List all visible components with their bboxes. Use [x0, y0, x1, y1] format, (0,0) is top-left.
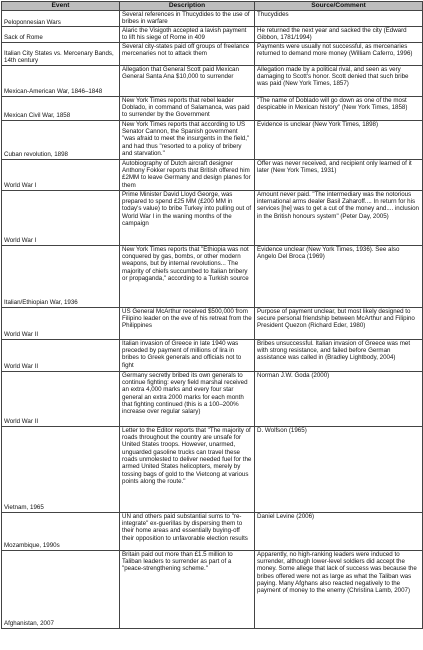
event-cell: World War I [2, 159, 120, 190]
description-cell: Alaric the Visigoth accepted a lavish payment to lift his siege of Rome in 409 [120, 27, 255, 43]
header-description: Description [120, 2, 255, 11]
event-cell: Mozambique, 1990s [2, 512, 120, 550]
event-cell: Sack of Rome [2, 27, 120, 43]
table-row [2, 120, 423, 159]
table-row [2, 245, 423, 307]
description-cell: Britain paid out more than £1.5 million to Taliban leaders to surrender as part of a "peace-strengthening scheme." [120, 550, 255, 628]
description-cell: Italian invasion of Greece in late 1940 was preceded by payment of millions of lira in bribes to Greek generals and officials not to fight [120, 339, 255, 371]
description-cell: Allegation that General Scott paid Mexican General Santa Ana $10,000 to surrender [120, 65, 255, 96]
description-cell: UN and others paid substantial sums to "re-integrate" ex-guerillas by dispersing them to their home areas and essentially buying-off their opposition to unfavorable election results [120, 512, 255, 550]
source-comment-cell: Offer was never received, and recipient only learned of it later (New York Times, 1931) [255, 159, 423, 190]
table-body [2, 11, 423, 629]
event-cell: Cuban revolution, 1898 [2, 120, 120, 159]
event-cell: Vietnam, 1965 [2, 426, 120, 512]
source-comment-cell: Apparently, no high-ranking leaders were induced to surrender, although lower-level soldiers did accept the money. Some allege that lack of success was because the bribes offered were not as large as what the Taliban was paying. Many Afghans also reacted negatively to the payment of money to the enemy (Christina Lamb, 2007) [255, 550, 423, 628]
source-comment-cell: Evidence unclear (New York Times, 1936). See also Angelo Del Broca (1969) [255, 245, 423, 307]
source-comment-cell: "The name of Doblado will go down as one of the most despicable in Mexican history" (New York Times, 1858) [255, 96, 423, 120]
description-cell: New York Times reports that according to US Senator Cannon, the Spanish government "was afraid to meet the insurgents in the field," and had thus "resorted to a policy of bribery and starvation." [120, 120, 255, 159]
description-cell: Several city-states paid off groups of freelance mercenaries not to attack them [120, 42, 255, 65]
description-cell: Autobiography of Dutch aircraft designer Anthony Fokker reports that British offered him £2MM to leave Germany and design planes for them [120, 159, 255, 190]
source-comment-cell: Payments were usually not successful, as mercenaries returned to demand more money (William Caferro, 1996) [255, 42, 423, 65]
source-comment-cell: Thucydides [255, 11, 423, 27]
event-cell: World War I [2, 190, 120, 245]
source-comment-cell: He returned the next year and sacked the city (Edward Gibbon, 1781/1994) [255, 27, 423, 43]
table-row [2, 11, 423, 27]
source-comment-cell: Purpose of payment unclear, but most likely designed to secure personal friendship between McArthur and Filipino President Quezon (Richard Eder, 1980) [255, 307, 423, 339]
event-cell: Mexican Civil War, 1858 [2, 96, 120, 120]
table-row [2, 371, 423, 426]
table-row [2, 426, 423, 512]
source-comment-cell: Norman J.W. Goda (2000) [255, 371, 423, 426]
event-cell: World War II [2, 371, 120, 426]
table-row [2, 96, 423, 120]
description-cell: Germany secretly bribed its own generals to continue fighting: every field marshal received an extra 4,000 marks and every four star general an extra 2000 marks for each month that fighting continued (this is a 100–200% increase over regular salary) [120, 371, 255, 426]
table-row [2, 27, 423, 43]
header-source-comment: Source/Comment [255, 2, 423, 11]
description-cell: Prime Minister David Lloyd George, was prepared to spend £25 MM (£200 MM in today's value) to bribe Turkey into pulling out of World War I in the waning months of the campaign [120, 190, 255, 245]
source-comment-cell: Allegation made by a political rival, and seen as very damaging to Scott's honor. Scott denied that such bribe was paid (New York Times, 1857) [255, 65, 423, 96]
source-comment-cell: Amount never paid. "The intermediary was the notorious international arms dealer Basil Zaharoff.... In return for his services [he] was to get a cut of the money and.... inclusion in the British honours system" (Peter Day, 2005) [255, 190, 423, 245]
description-cell: Several references in Thucydides to the use of bribes in warfare [120, 11, 255, 27]
description-cell: US General McArthur received $500,000 from Filipino leader on the eve of his retreat from the Philippines [120, 307, 255, 339]
event-cell: Italian City States vs. Mercenary Bands, 14th century [2, 42, 120, 65]
header-event: Event [2, 2, 120, 11]
table-header [2, 2, 423, 11]
table-row [2, 42, 423, 65]
source-comment-cell: Evidence is unclear (New York Times, 1898) [255, 120, 423, 159]
table-row [2, 512, 423, 550]
source-comment-cell: D. Wolfson (1965) [255, 426, 423, 512]
event-cell: Afghanistan, 2007 [2, 550, 120, 628]
table-row [2, 159, 423, 190]
event-cell: Peloponnesian Wars [2, 11, 120, 27]
table-row [2, 339, 423, 371]
source-comment-cell: Daniel Levine (2006) [255, 512, 423, 550]
bribery-in-war-table [1, 1, 423, 629]
table-row [2, 190, 423, 245]
table-row [2, 307, 423, 339]
event-cell: World War II [2, 339, 120, 371]
source-comment-cell: Bribes unsuccessful. Italian invasion of Greece was met with strong resistance, and failed before German assistance was called in (Bradley Lightbody, 2004) [255, 339, 423, 371]
description-cell: Letter to the Editor reports that "The majority of roads throughout the country are unsafe for United States troops. However, unarmed, unguarded gasoline trucks can travel these roads unmolested to deliver needed fuel for the armed United States helicopters, merely by tossing bags of gold to the Vietcong at various points along the route." [120, 426, 255, 512]
header-row [2, 2, 423, 11]
description-cell: New York Times reports that "Ethiopia was not conquered by gas, bombs, or other modern weapons, but by internal revolutions... The majority of chiefs succumbed to Italian bribery or propaganda," according to a Turkish source [120, 245, 255, 307]
table-row [2, 550, 423, 628]
description-cell: New York Times reports that rebel leader Doblado, in command of Salamanca, was paid to surrender by the Government [120, 96, 255, 120]
event-cell: Italian/Ethiopian War, 1936 [2, 245, 120, 307]
table-row [2, 65, 423, 96]
event-cell: Mexican-American War, 1846–1848 [2, 65, 120, 96]
event-cell: World War II [2, 307, 120, 339]
